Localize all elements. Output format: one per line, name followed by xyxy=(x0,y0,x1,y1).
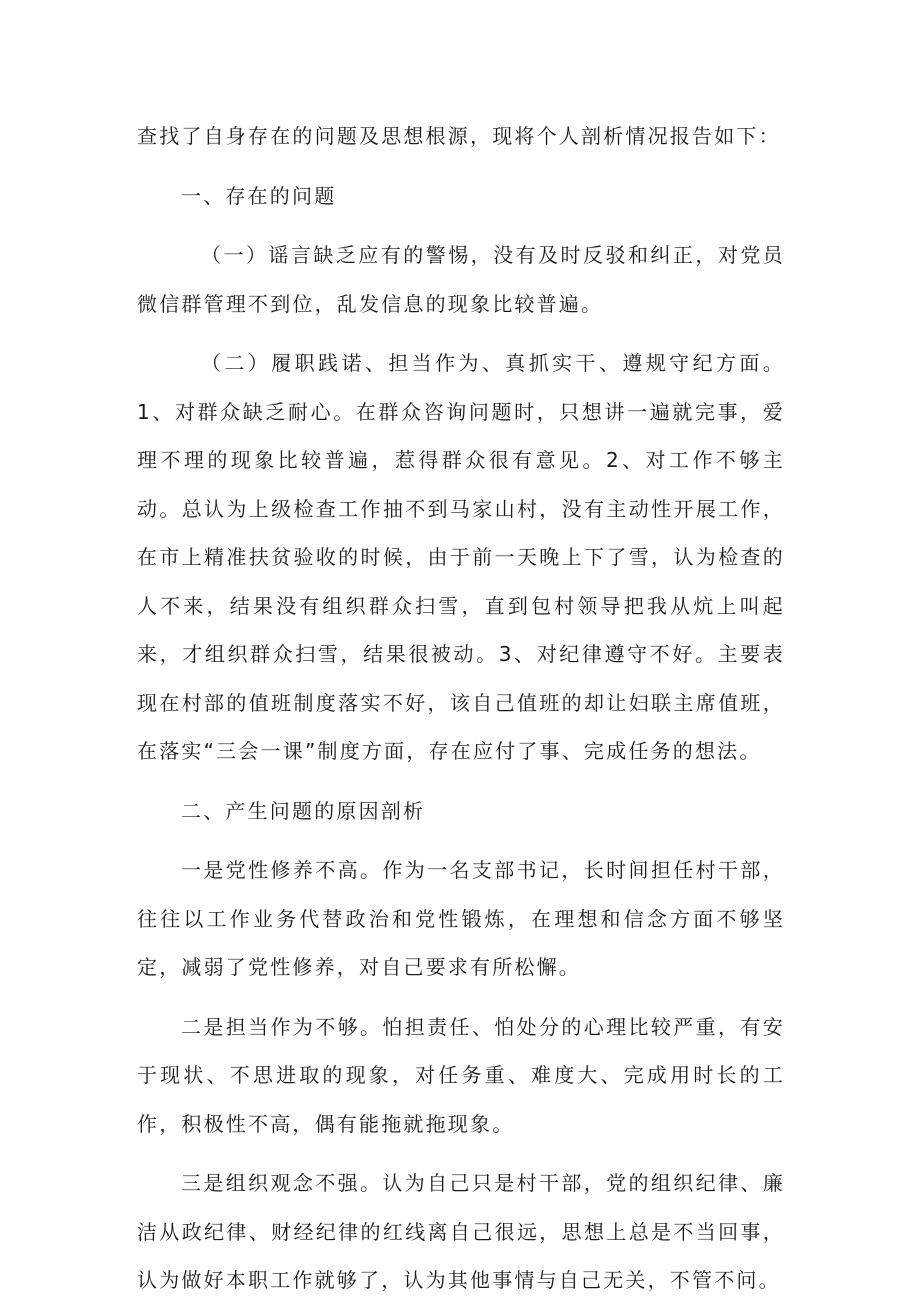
section-heading-problems: 一、存在的问题 xyxy=(181,183,337,208)
issue-paragraph-1: （一）谣言缺乏应有的警惕，没有及时反驳和纠正，对党员微信群管理不到位，乱发信息的现象比较普遍。 xyxy=(137,243,785,316)
cause-paragraph-3: 三是组织观念不强。认为自己只是村干部，党的组织纪律、廉洁从政纪律、财经纪律的红线离自己很远，思想上总是不当回事，认为做好本职工作就够了，认为其他事情与自己无关，不管不问。 xyxy=(137,1171,785,1292)
issue-paragraph-2: （二）履职践诺、担当作为、真抓实干、遵规守纪方面。1、对群众缺乏耐心。在群众咨询问题时，只想讲一遍就完事，爱理不理的现象比较普遍，惹得群众很有意见。2、对工作不够主动。总认为上级检查工作抽不到马家山村，没有主动性开展工作，在市上精准扶贫验收的时候，由于前一天晚上下了雪，认为检查的人不来，结果没有组织群众扫雪，直到包村领导把我从炕上叫起来，才组织群众扫雪，结果很被动。3、对纪律遵守不好。主要表现在村部的值班制度落实不好，该自己值班的却让妇联主席值班，在落实“三会一课”制度方面，存在应付了事、完成任务的想法。 xyxy=(137,351,785,763)
document-body xyxy=(137,112,785,1316)
cause-paragraph-2: 二是担当作为不够。怕担责任、怕处分的心理比较严重，有安于现状、不思进取的现象，对任务重、难度大、完成用时长的工作，积极性不高，偶有能拖就拖现象。 xyxy=(137,1014,785,1136)
section-heading-causes: 二、产生问题的原因剖析 xyxy=(181,798,426,823)
cause-paragraph-1: 一是党性修养不高。作为一名支部书记，长时间担任村干部，往往以工作业务代替政治和党性锻炼，在理想和信念方面不够坚定，减弱了党性修养，对自己要求有所松懈。 xyxy=(137,858,785,979)
intro-paragraph: 查找了自身存在的问题及思想根源，现将个人剖析情况报告如下： xyxy=(137,124,781,148)
